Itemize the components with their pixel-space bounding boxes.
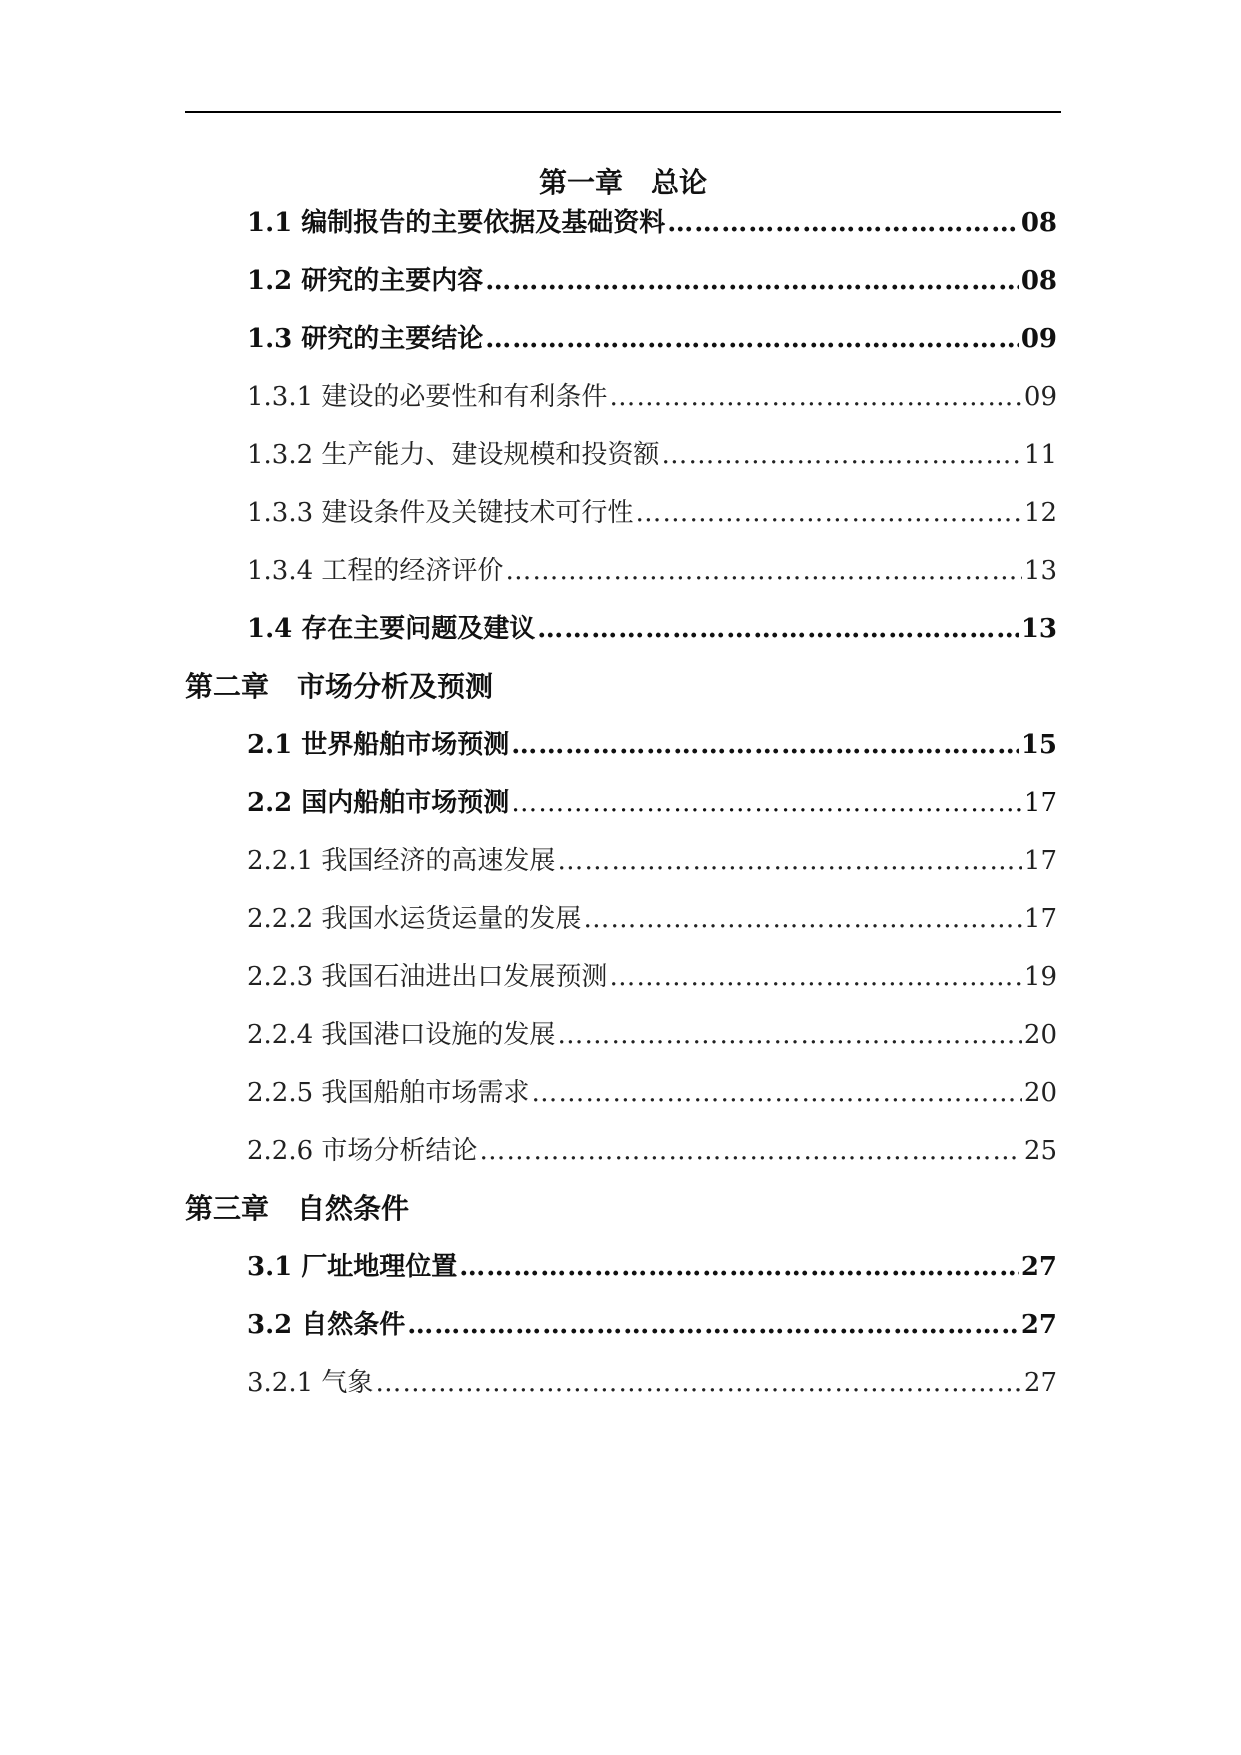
toc-entry-page: 08 [1020, 208, 1057, 238]
toc-entry-page: 27 [1020, 1252, 1057, 1282]
toc-entry-label: 3.2.1 气象 [247, 1368, 374, 1398]
dot-leader [609, 377, 1021, 417]
toc-entry[interactable] [247, 841, 1057, 881]
toc-entry-page: 15 [1020, 730, 1057, 760]
toc-entry-label: 1.3 研究的主要结论 [247, 324, 484, 354]
toc-entry-label: 2.2.5 我国船舶市场需求 [247, 1078, 530, 1108]
toc-entry[interactable] [247, 1363, 1057, 1403]
toc-entry[interactable] [247, 493, 1057, 533]
dot-leader [531, 1073, 1021, 1113]
dot-leader [511, 725, 1019, 765]
chapter-title-label: 第二章 市场分析及预测 [185, 670, 494, 703]
toc-entry-page: 19 [1023, 962, 1057, 992]
toc-entry[interactable] [247, 1073, 1057, 1113]
toc-entry-label: 2.2.3 我国石油进出口发展预测 [247, 962, 608, 992]
toc-entry-page: 17 [1023, 846, 1057, 876]
toc-entry-page: 17 [1023, 904, 1057, 934]
toc-entry-page: 11 [1023, 440, 1057, 470]
toc-entry-label: 2.1 世界船舶市场预测 [247, 730, 510, 760]
toc-entry-label: 2.2 国内船舶市场预测 [247, 788, 510, 818]
toc-entry[interactable] [247, 1131, 1057, 1171]
toc-entry-label: 2.2.1 我国经济的高速发展 [247, 846, 556, 876]
dot-leader [459, 1247, 1019, 1287]
toc-entry-page: 27 [1023, 1368, 1057, 1398]
toc-entry-page: 13 [1020, 614, 1057, 644]
dot-leader [583, 899, 1021, 939]
toc-entry-label: 2.2.4 我国港口设施的发展 [247, 1020, 556, 1050]
dot-leader [505, 551, 1021, 591]
toc-entry-label: 3.2 自然条件 [247, 1310, 406, 1340]
chapter-2-title[interactable] [185, 667, 1061, 707]
chapter-1-title: 第一章 总论 [538, 166, 707, 199]
toc-entry[interactable] [247, 1305, 1057, 1345]
dot-leader [661, 435, 1021, 475]
toc-entry[interactable] [247, 319, 1057, 359]
toc-entry[interactable] [247, 377, 1057, 417]
toc-entry-page: 25 [1023, 1136, 1057, 1166]
toc-entry[interactable] [247, 435, 1057, 475]
dot-leader [485, 319, 1019, 359]
toc-entry-label: 1.2 研究的主要内容 [247, 266, 484, 296]
dot-leader [557, 1015, 1021, 1055]
header-rule [185, 111, 1061, 113]
toc-entry[interactable] [247, 783, 1057, 823]
toc-entry[interactable] [247, 725, 1057, 765]
toc-entry[interactable] [247, 261, 1057, 301]
dot-leader [609, 957, 1021, 997]
dot-leader [667, 203, 1019, 243]
toc-entry-page: 09 [1023, 382, 1057, 412]
toc-entry-label: 2.2.6 市场分析结论 [247, 1136, 478, 1166]
toc-entry-label: 1.1 编制报告的主要依据及基础资料 [247, 208, 666, 238]
toc-entry-label: 1.4 存在主要问题及建议 [247, 614, 536, 644]
toc-entry-label: 1.3.1 建设的必要性和有利条件 [247, 382, 608, 412]
dot-leader [537, 609, 1019, 649]
toc-entry-page: 20 [1023, 1078, 1057, 1108]
toc-entry-label: 1.3.3 建设条件及关键技术可行性 [247, 498, 634, 528]
toc-entry-page: 27 [1020, 1310, 1057, 1340]
toc-entry-label: 1.3.4 工程的经济评价 [247, 556, 504, 586]
toc-entry-label: 3.1 厂址地理位置 [247, 1252, 458, 1282]
toc-entry-page: 08 [1020, 266, 1057, 296]
toc-entry-page: 09 [1020, 324, 1057, 354]
chapter-title-label: 第三章 自然条件 [185, 1192, 410, 1225]
toc-entry[interactable] [247, 1015, 1057, 1055]
toc-entry-label: 2.2.2 我国水运货运量的发展 [247, 904, 582, 934]
toc-entry[interactable] [247, 609, 1057, 649]
toc-entry-label: 1.3.2 生产能力、建设规模和投资额 [247, 440, 660, 470]
toc-entry-page: 13 [1023, 556, 1057, 586]
dot-leader [479, 1131, 1021, 1171]
toc-entry[interactable] [247, 957, 1057, 997]
toc-entry-page: 20 [1023, 1020, 1057, 1050]
dot-leader [557, 841, 1021, 881]
toc-entry[interactable] [247, 1247, 1057, 1287]
toc-entry[interactable] [247, 551, 1057, 591]
toc-entry-page: 12 [1023, 498, 1057, 528]
toc-entry[interactable] [247, 899, 1057, 939]
chapter-3-title[interactable] [185, 1189, 1061, 1229]
dot-leader [635, 493, 1021, 533]
dot-leader [511, 783, 1022, 823]
dot-leader [485, 261, 1019, 301]
dot-leader [375, 1363, 1021, 1403]
toc-entry-page: 17 [1023, 788, 1057, 818]
toc-entry[interactable] [247, 203, 1057, 243]
dot-leader [407, 1305, 1019, 1345]
